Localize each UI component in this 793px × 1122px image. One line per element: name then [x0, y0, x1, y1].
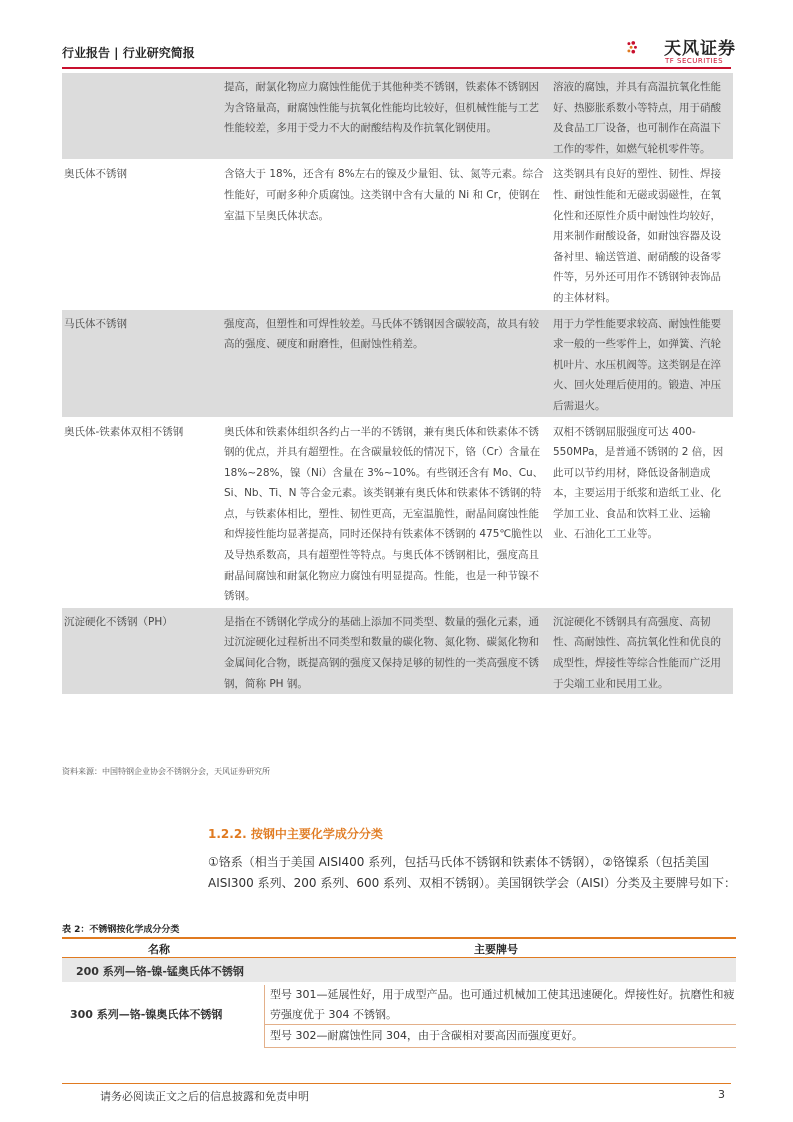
report-category: 行业报告 | 行业研究简报	[62, 46, 195, 60]
page-number: 3	[718, 1088, 725, 1101]
table-row	[62, 160, 733, 309]
features-cell: 奥氏体和铁素体组织各约占一半的不锈钢，兼有奥氏体和铁素体不锈钢的优点，并具有超塑性。在含碳量较低的情况下，铬（Cr）含量在 18%~28%，镍（Ni）含量在 3%~10%。有些钢还含有 Mo、Cu、Si、Nb、Ti、N 等合金元素。该类钢兼有奥氏体和铁素体不锈钢的特点，与铁素体相比，塑性、韧性更高，无室温脆性，耐晶间腐蚀性能和焊接性能均显著提高，同时还保持有铁素体不锈钢的 475℃脆性以及导热系数高，具有超塑性等特点。与奥氏体不锈钢相比，强度高且耐晶间腐蚀和耐氯化物应力腐蚀有明显提高。性能，也是一种节镍不锈钢。	[219, 417, 549, 607]
stainless-steel-types-table	[62, 73, 733, 695]
uses-cell: 溶液的腐蚀，并具有高温抗氧化性能好、热膨胀系数小等特点，用于硝酸及食品工厂设备，也可制作在高温下工作的零件，如燃气轮机零件等。	[549, 73, 733, 160]
logo-subtitle: TF SECURITIES	[665, 57, 724, 65]
table-row	[62, 607, 733, 694]
type-name-cell: 马氏体不锈钢	[62, 309, 219, 417]
table-source-note: 资料来源：中国特钢企业协会不锈钢分会，天风证券研究所	[62, 767, 270, 776]
table-row	[62, 73, 733, 160]
uses-cell: 双相不锈钢屈服强度可达 400-550MPa，是普通不锈钢的 2 倍，因此可以节约用材，降低设备制造成本，主要运用于纸浆和造纸工业、化学加工业、食品和饮料工业、运输业、石油化工工业等。	[549, 417, 733, 607]
uses-cell: 这类钢具有良好的塑性、韧性、焊接性、耐蚀性能和无磁或弱磁性，在氧化性和还原性介质中耐蚀性均较好，用来制作耐酸设备，如耐蚀容器及设备衬里、输送管道、耐硝酸的设备零件等，另外还可用作不锈钢钟表饰品的主体材料。	[549, 160, 733, 309]
features-cell: 含铬大于 18%，还含有 8%左右的镍及少量钼、钛、氮等元素。综合性能好，可耐多种介质腐蚀。这类钢中含有大量的 Ni 和 Cr，使钢在室温下呈奥氏体状态。	[219, 160, 549, 309]
footer-divider	[62, 1083, 731, 1084]
table-row	[62, 417, 733, 607]
table2-title: 表 2：不锈钢按化学成分分类	[62, 925, 180, 935]
type-name-cell: 奥氏体-铁素体双相不锈钢	[62, 417, 219, 607]
features-cell: 是指在不锈钢化学成分的基础上添加不同类型、数量的强化元素，通过沉淀硬化过程析出不同类型和数量的碳化物、氮化物、碳氮化物和金属间化合物，既提高钢的强度又保持足够的韧性的一类高强度不锈钢，简称 PH 钢。	[219, 607, 549, 694]
uses-cell: 沉淀硬化不锈钢具有高强度、高韧性、高耐蚀性、高抗氧化性和优良的成型性，焊接性等综合性能而广泛用于尖端工业和民用工业。	[549, 607, 733, 694]
type-name-cell	[62, 73, 219, 160]
section-paragraph: ①铬系（相当于美国 AISI400 系列，包括马氏体不锈钢和铁素体不锈钢），②铬镍系（包括美国 AISI300 系列、200 系列、600 系列、双相不锈钢）。美国钢铁学会（AISI）分类及主要牌号如下：	[208, 855, 736, 890]
table2-column-divider	[264, 985, 265, 1047]
grade-302-description: 型号 302—耐腐蚀性同 304，由于含碳相对要高因而强度更好。	[270, 1029, 583, 1042]
series-200-name: 200 系列—铬-镍-锰奥氏体不锈钢	[76, 965, 244, 978]
table2-col-name: 名称	[148, 943, 170, 956]
disclaimer-note: 请务必阅读正文之后的信息披露和免责申明	[100, 1090, 309, 1103]
table2-col-grades: 主要牌号	[474, 943, 518, 956]
uses-cell: 用于力学性能要求较高、耐蚀性能要求一般的一些零件上，如弹簧、汽轮机叶片、水压机阀等。这类钢是在淬火、回火处理后使用的。锻造、冲压后需退火。	[549, 309, 733, 417]
table2-row	[62, 985, 264, 1047]
features-cell: 提高，耐氯化物应力腐蚀性能优于其他种类不锈钢，铁素体不锈钢因为含铬量高，耐腐蚀性能与抗氧化性能均比较好，但机械性能与工艺性能较差，多用于受力不大的耐酸结构及作抗氧化钢使用。	[219, 73, 549, 160]
type-name-cell: 沉淀硬化不锈钢（PH）	[62, 607, 219, 694]
section-heading: 1.2.2. 按钢中主要化学成分分类	[208, 827, 383, 841]
features-cell: 强度高，但塑性和可焊性较差。马氏体不锈钢因含碳较高，故具有较高的强度、硬度和耐磨性，但耐蚀性稍差。	[219, 309, 549, 417]
logo-text: 天风证券	[664, 39, 736, 59]
table2-cell-divider	[264, 1024, 736, 1025]
table-row	[62, 309, 733, 417]
type-name-cell: 奥氏体不锈钢	[62, 160, 219, 309]
series-300-name: 300 系列—铬-镍奥氏体不锈钢	[70, 1008, 223, 1021]
table2-bottom-rule	[264, 1047, 736, 1048]
tf-securities-logo-icon	[626, 28, 666, 68]
table2-header	[62, 939, 736, 957]
table2-row	[62, 958, 736, 982]
grade-301-description: 型号 301—延展性好，用于成型产品。也可通过机械加工使其迅速硬化。焊接性好。抗磨性和疲劳强度优于 304 不锈钢。	[270, 988, 735, 1021]
header-divider	[62, 67, 731, 69]
